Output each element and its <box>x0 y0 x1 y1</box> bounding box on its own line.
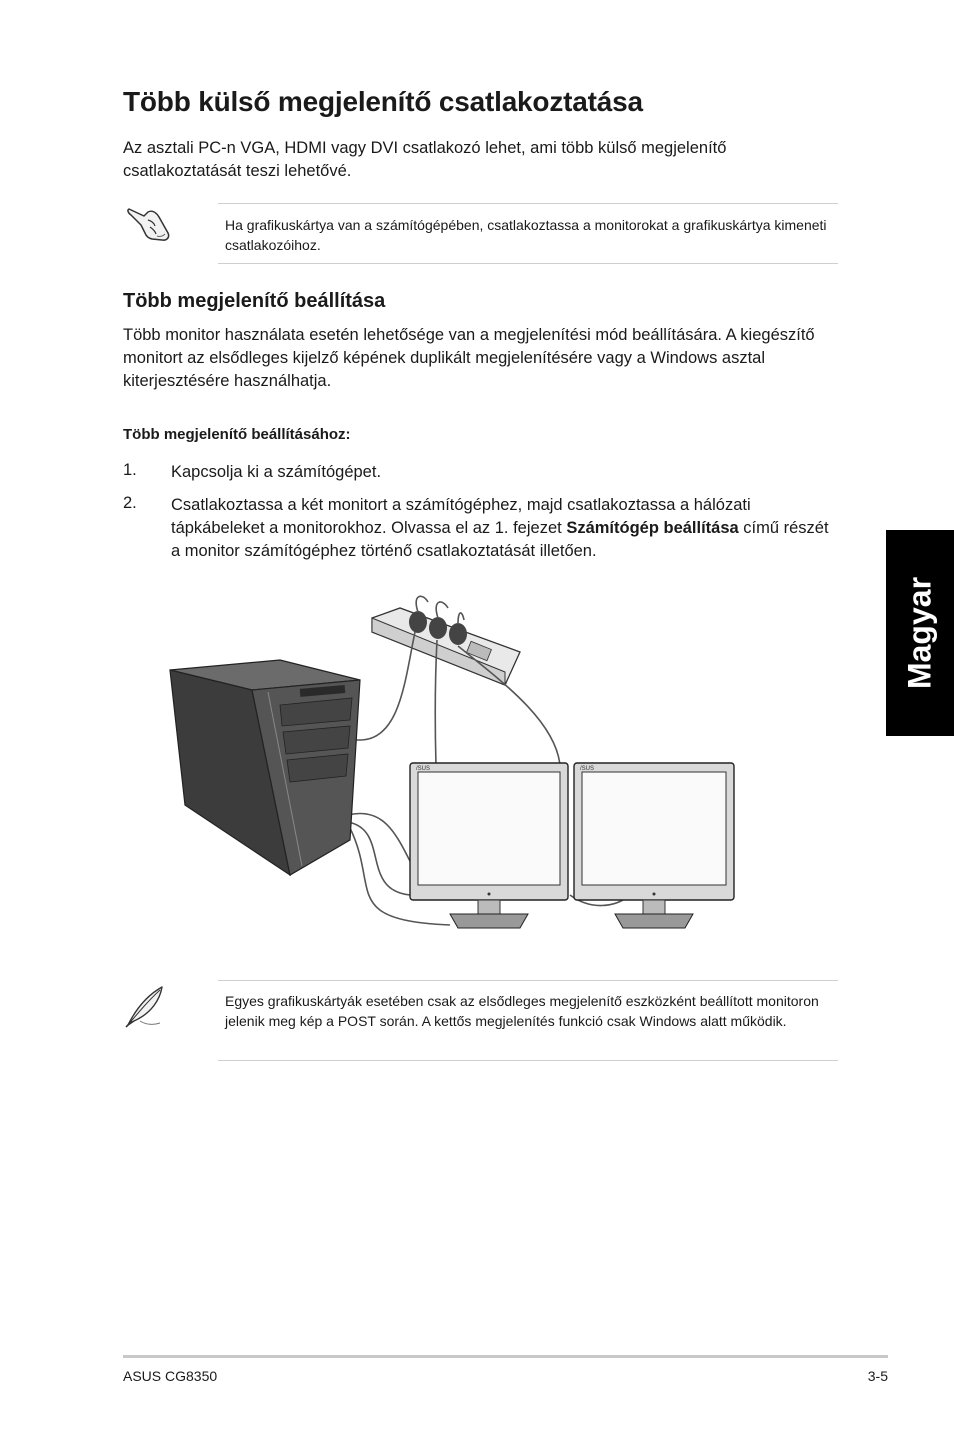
note-bottom-text: Egyes grafikuskártyák esetében csak az elsődleges megjelenítő eszközként beállított monitoron jelenik meg kép a POST során. A kettős megjelenítés funkció csak Windows alatt működik. <box>225 993 819 1029</box>
note-box-bottom <box>218 980 838 1061</box>
step-number: 1. <box>123 461 137 479</box>
step-text: Kapcsolja ki a számítógépet. <box>171 463 382 481</box>
connection-illustration <box>160 590 760 935</box>
language-side-tab <box>886 530 954 736</box>
step-text-part: Csatlakoztassa a két monitort a számítógéphez, majd csatlakoztassa a hálózati tápkábeleket a monitorokhoz. Olvassa el az 1. fejezet <box>171 496 751 537</box>
step-text <box>171 494 841 563</box>
chapter-reference: Számítógép beállítása <box>566 519 739 537</box>
footer-divider <box>123 1355 888 1358</box>
step-text-part: című részét a monitor számítógéphez történő csatlakoztatását illetően. <box>171 519 829 560</box>
feather-quill-icon <box>122 983 166 1029</box>
section-paragraph: Több monitor használata esetén lehetősége van a megjelenítési mód beállítására. A kiegészítő monitort az elsődleges kijelző képének duplikált megjelenítésére vagy a Windows asztal kiterjesztésére használhatja. <box>123 326 815 390</box>
monitor-right <box>574 763 734 928</box>
footer-page-number: 3-5 <box>867 1368 888 1384</box>
monitor-brand-label: /SUS <box>416 766 431 772</box>
monitor-brand-label: /SUS <box>580 766 595 772</box>
note-top-text: Ha grafikuskártya van a számítógépében, csatlakoztassa a monitorokat a grafikuskártya kimeneti csatlakozóihoz. <box>225 217 827 253</box>
procedure-title: Több megjelenítő beállításához: <box>123 426 351 443</box>
side-tab-label: Magyar <box>901 576 938 690</box>
footer-product: ASUS CG8350 <box>123 1368 218 1384</box>
note-box-top <box>218 203 838 264</box>
monitor-left <box>410 763 568 928</box>
section-title: Több megjelenítő beállítása <box>123 290 386 312</box>
step-number: 2. <box>123 494 137 512</box>
pc-tower <box>170 660 360 875</box>
power-strip <box>372 608 520 685</box>
hand-pointer-icon <box>126 203 172 243</box>
page-title: Több külső megjelenítő csatlakoztatása <box>123 86 643 117</box>
intro-paragraph: Az asztali PC-n VGA, HDMI vagy DVI csatlakozó lehet, ami több külső megjelenítő csatlakoztatását teszi lehetővé. <box>123 139 727 180</box>
